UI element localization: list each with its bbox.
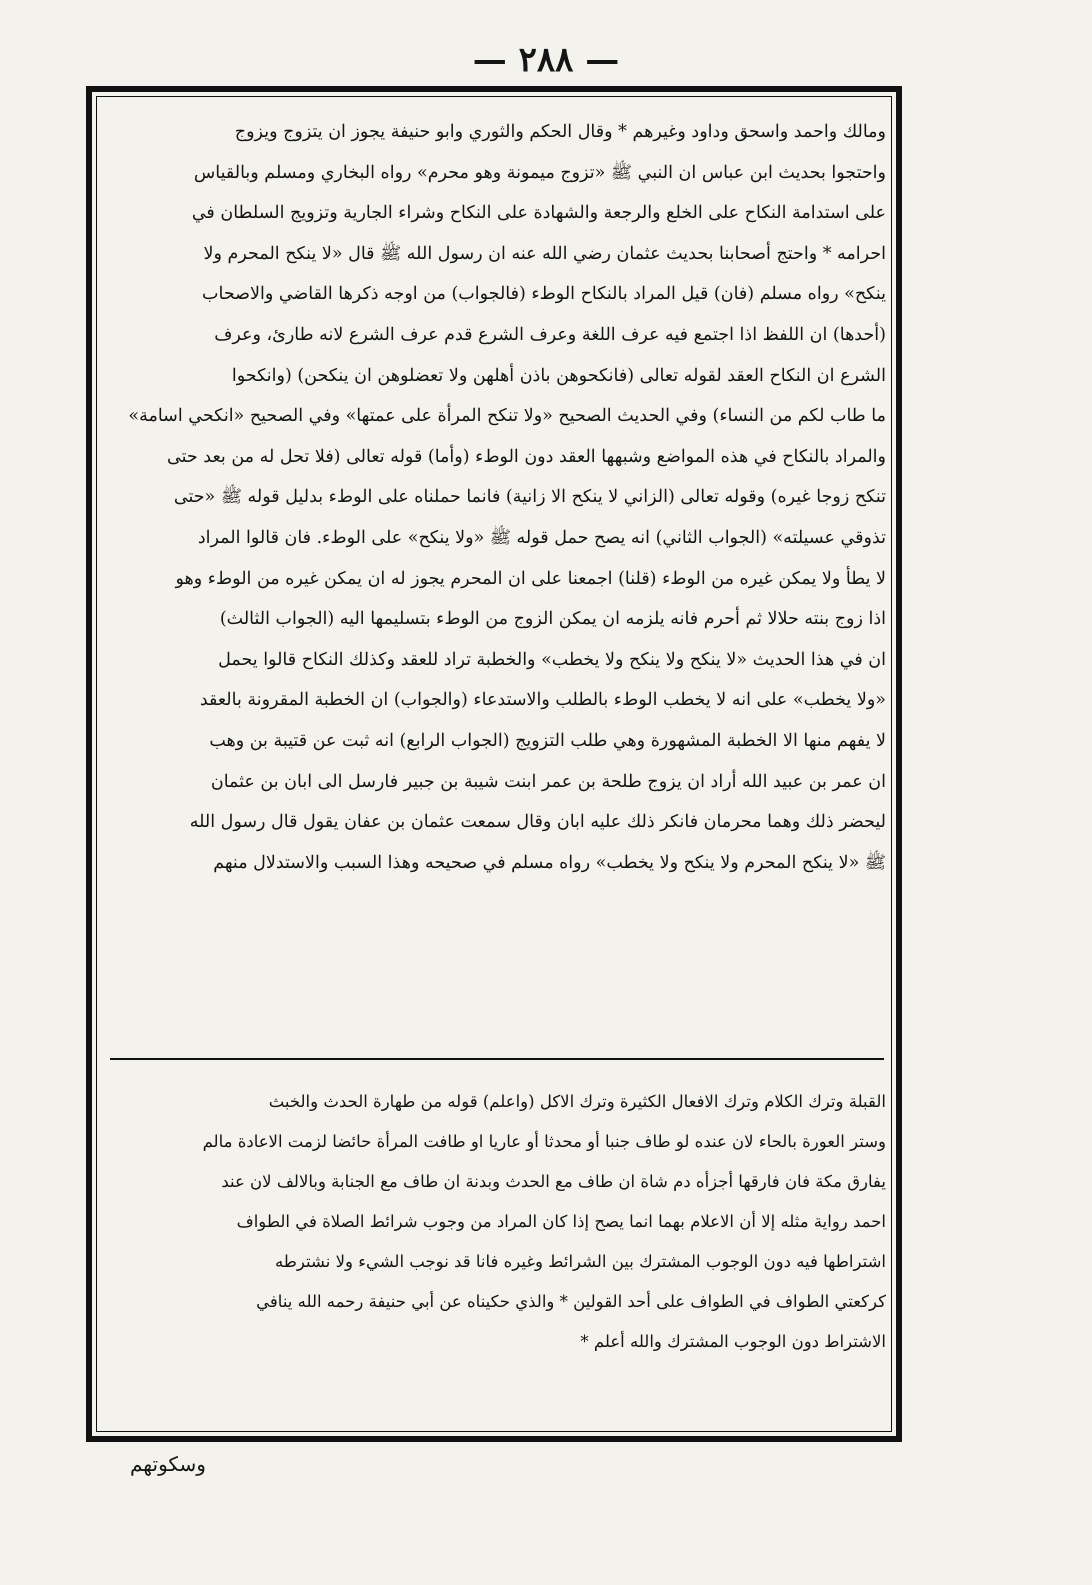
commentary-line: احمد رواية مثله إلا أن الاعلام بهما انما يصح إذا كان المراد من وجوب شرائط الصلاة في الطواف bbox=[236, 1212, 886, 1231]
main-text-line: ومالك واحمد واسحق وداود وغيرهم * وقال الحكم والثوري وابو حنيفة يجوز ان يتزوج ويزوج bbox=[234, 122, 886, 142]
commentary-line: القبلة وترك الكلام وترك الافعال الكثيرة وترك الاكل (واعلم) قوله من طهارة الحدث والخبث bbox=[268, 1092, 886, 1111]
commentary-line: وستر العورة بالحاء لان عنده لو طاف جنبا أو محدثا أو عاريا او طافت المرأة حائضا لزمت الاعادة مالم bbox=[202, 1132, 886, 1151]
commentary-line: يفارق مكة فان فارقها أجزأه دم شاة ان طاف مع الحدث وبدنة ان طاف مع الجنابة وبالالف لان عند bbox=[221, 1172, 886, 1191]
main-text-line: ينكح» رواه مسلم (فان) قيل المراد بالنكاح الوطء (فالجواب) من اوجه ذكرها القاضي والاصحاب bbox=[202, 284, 886, 305]
main-text-line: احرامه * واحتج أصحابنا بحديث عثمان رضي الله عنه ان رسول الله ﷺ قال «لا ينكح المحرم ولا bbox=[203, 243, 886, 264]
main-text-line: واحتجوا بحديث ابن عباس ان النبي ﷺ «تزوج ميمونة وهو محرم» رواه البخاري ومسلم وبالقياس bbox=[193, 162, 886, 183]
main-text-block bbox=[108, 112, 886, 883]
commentary-block bbox=[108, 1082, 886, 1362]
main-text-line: تذوقي عسيلته» (الجواب الثاني) انه يصح حمل قوله ﷺ «ولا ينكح» على الوطء. فان قالوا المراد bbox=[197, 527, 886, 548]
section-separator-rule bbox=[110, 1058, 884, 1060]
main-text-line: اذا زوج بنته حلالا ثم أحرم فانه يلزمه ان يمكن الزوج من الوطء بتسليمها اليه (الجواب الثالث) bbox=[219, 609, 886, 630]
main-text-line: ﷺ «لا ينكح المحرم ولا ينكح ولا يخطب» رواه مسلم في صحيحه وهذا السبب والاستدلال منهم bbox=[213, 852, 886, 873]
main-text-line: على استدامة النكاح على الخلع والرجعة والشهادة على النكاح وشراء الجارية وتزويج السلطان في bbox=[191, 203, 886, 224]
commentary-line: اشتراطها فيه دون الوجوب المشترك بين الشرائط وغيره فانا قد نوجب الشيء ولا نشترطه bbox=[274, 1252, 886, 1271]
page-number: — ٢٨٨ — bbox=[472, 40, 620, 80]
main-text-line: ان عمر بن عبيد الله أراد ان يزوج طلحة بن عمر ابنت شيبة بن جبير فارسل الى ابان بن عثمان bbox=[210, 771, 886, 792]
main-text-line: الشرع ان النكاح العقد لقوله تعالى (فانكحوهن باذن أهلهن ولا تعضلوهن ان ينكحن) (وانكحوا bbox=[231, 365, 886, 386]
main-text-line: لا يفهم منها الا الخطبة المشهورة وهي طلب التزويج (الجواب الرابع) انه ثبت عن قتيبة بن وهب bbox=[209, 730, 886, 751]
main-text-line: لا يطأ ولا يمكن غيره من الوطء (قلنا) اجمعنا على ان المحرم يجوز له ان يمكن غيره من الوطء وهو bbox=[175, 568, 886, 589]
main-text-line: والمراد بالنكاح في هذه المواضع وشبهها العقد دون الوطء (وأما) قوله تعالى (فلا تحل له من بعد حتى bbox=[167, 446, 886, 467]
commentary-line: الاشتراط دون الوجوب المشترك والله أعلم * bbox=[580, 1332, 886, 1351]
main-text-line: ان في هذا الحديث «لا ينكح ولا ينكح ولا يخطب» والخطبة تراد للعقد وكذلك النكاح قالوا يحمل bbox=[218, 649, 886, 670]
main-text-line: «ولا يخطب» على انه لا يخطب الوطء بالطلب والاستدعاء (والجواب) ان الخطبة المقرونة بالعقد bbox=[199, 690, 886, 711]
commentary-line: كركعتي الطواف في الطواف على أحد القولين * والذي حكيناه عن أبي حنيفة رحمه الله ينافي bbox=[256, 1292, 886, 1311]
main-text-line: ما طاب لكم من النساء) وفي الحديث الصحيح «ولا تنكح المرأة على عمتها» وفي الصحيح «انكحي اسامة» bbox=[128, 406, 886, 427]
main-text-line: ليحضر ذلك وهما محرمان فانكر ذلك عليه ابان وقال سمعت عثمان بن عفان يقول قال رسول الله bbox=[189, 812, 886, 833]
main-text-line: تنكح زوجا غيره) وقوله تعالى (الزاني لا ينكح الا زانية) فانما حملناه على الوطء بدليل قوله ﷺ «حتى bbox=[173, 487, 886, 508]
catchword: وسكوتهم bbox=[130, 1452, 206, 1476]
main-text-line: (أحدها) ان اللفظ اذا اجتمع فيه عرف اللغة وعرف الشرع قدم عرف الشرع لانه طارئ، وعرف bbox=[214, 324, 886, 345]
